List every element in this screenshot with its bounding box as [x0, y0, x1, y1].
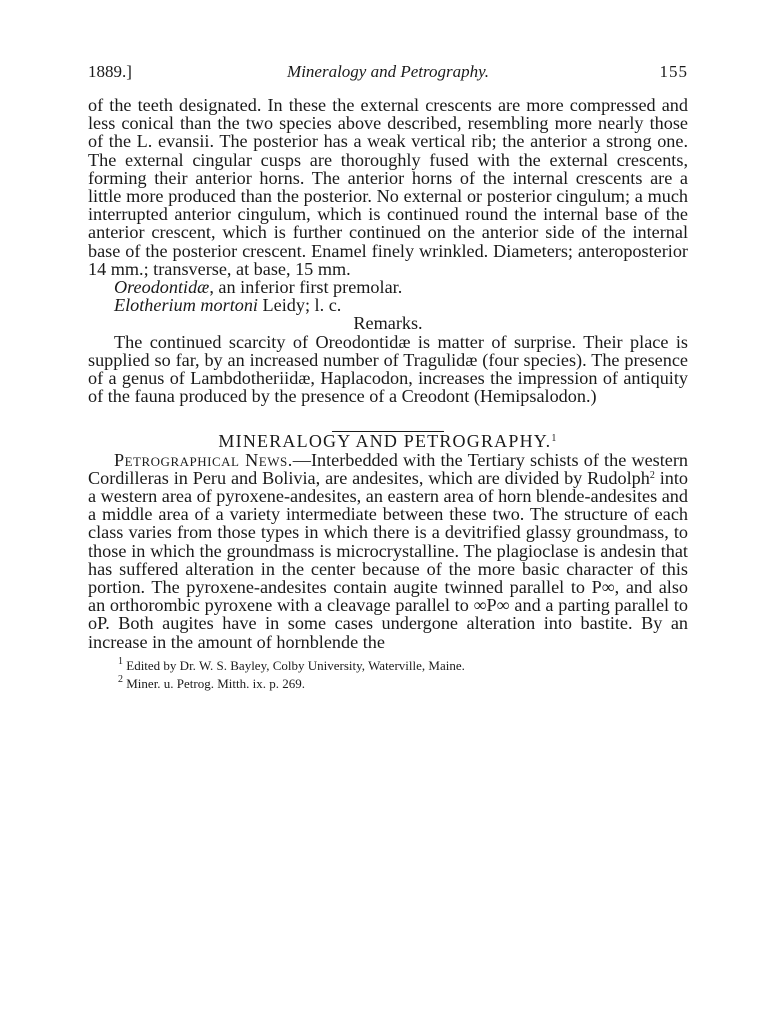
remarks-heading: Remarks. [353, 313, 423, 334]
taxon-name: Elotherium mortoni [114, 295, 258, 316]
footnote-ref-1: 1 [551, 433, 558, 445]
section-title [88, 432, 688, 450]
page-number: 155 [659, 62, 688, 81]
footnotes [88, 657, 688, 693]
footnote-1 [118, 657, 688, 675]
section-title-text: MINERALOGY AND PETROGRAPHY. [218, 431, 552, 452]
taxon-description: , an inferior first premolar. [209, 277, 403, 298]
paragraph-teeth: of the teeth designated. In these the external crescents are more compressed and less conical than the two species above described, resembling more nearly those of the L. evansii. The posterior has a weak vertical rib; the anterior a strong one. The external cingular cusps are thoroughly fused with the external crescents, forming their anterior horns. The anterior horns of the internal crescents are a little more produced than the posterior. No external or posterior cingulum; a much interrupted anterior cingulum, which is continued round the internal base of the anterior crescent, which is further continued on the anterior side of the internal base of the posterior crescent. Enamel finely wrinkled. Diameters; anteroposterior 14 mm.; transverse, at base, 15 mm. [88, 95, 688, 279]
species-oreodontidae [88, 278, 688, 296]
header-year: 1889.] [88, 62, 132, 81]
journal-page [88, 62, 688, 693]
lead-in: Petrographical News. [114, 449, 293, 470]
footnote-text: Miner. u. Petrog. Mitth. ix. p. 269. [123, 675, 305, 691]
running-title: Mineralogy and Petrography. [287, 62, 489, 81]
running-header [88, 62, 688, 88]
footnote-mark: 2 [118, 673, 123, 685]
footnote-2 [118, 675, 688, 693]
footnote-mark: 1 [118, 655, 123, 667]
paragraph-part-2: into a western area of pyroxene-andesites, an eastern area of horn blende-andesites and a middle area of a variety intermediate between these two. The structure of each class varies from those types in which there is a devitrified glassy groundmass, to those in which the groundmass is microcrystalline. The plagioclase is andesin that has suffered alteration in the center because of the more basic character of this portion. The pyroxene-andesites contain augite twinned parallel to P∞, and also an orthorombic pyroxene with a cleavage parallel to ∞P∞ and a parting parallel to oP. Both augites have in some cases undergone alteration into bastite. By an increase in the amount of hornblende the [88, 467, 688, 652]
paragraph-part-1: —Interbedded with the Tertiary schists of the western Cordilleras in Peru and Bolivia, are andesites, which are divided by Rudolph [88, 449, 689, 488]
species-elotherium [88, 296, 688, 314]
petrographical-news-paragraph [88, 451, 688, 651]
taxon-description: Leidy; l. c. [257, 295, 342, 316]
footnote-ref-2: 2 [649, 469, 655, 481]
remarks-paragraph: The continued scarcity of Oreodontidæ is matter of surprise. Their place is supplied so far, by an increased number of Tragulidæ (four species). The presence of a genus of Lambdotheriidæ, Haplacodon, increases the impression of antiquity of the fauna produced by the presence of a Creodont (Hemipsalodon.) [88, 331, 688, 407]
taxon-name: Oreodontidæ [114, 277, 210, 298]
footnote-text: Edited by Dr. W. S. Bayley, Colby University, Waterville, Maine. [123, 657, 465, 673]
body-text [88, 96, 688, 651]
